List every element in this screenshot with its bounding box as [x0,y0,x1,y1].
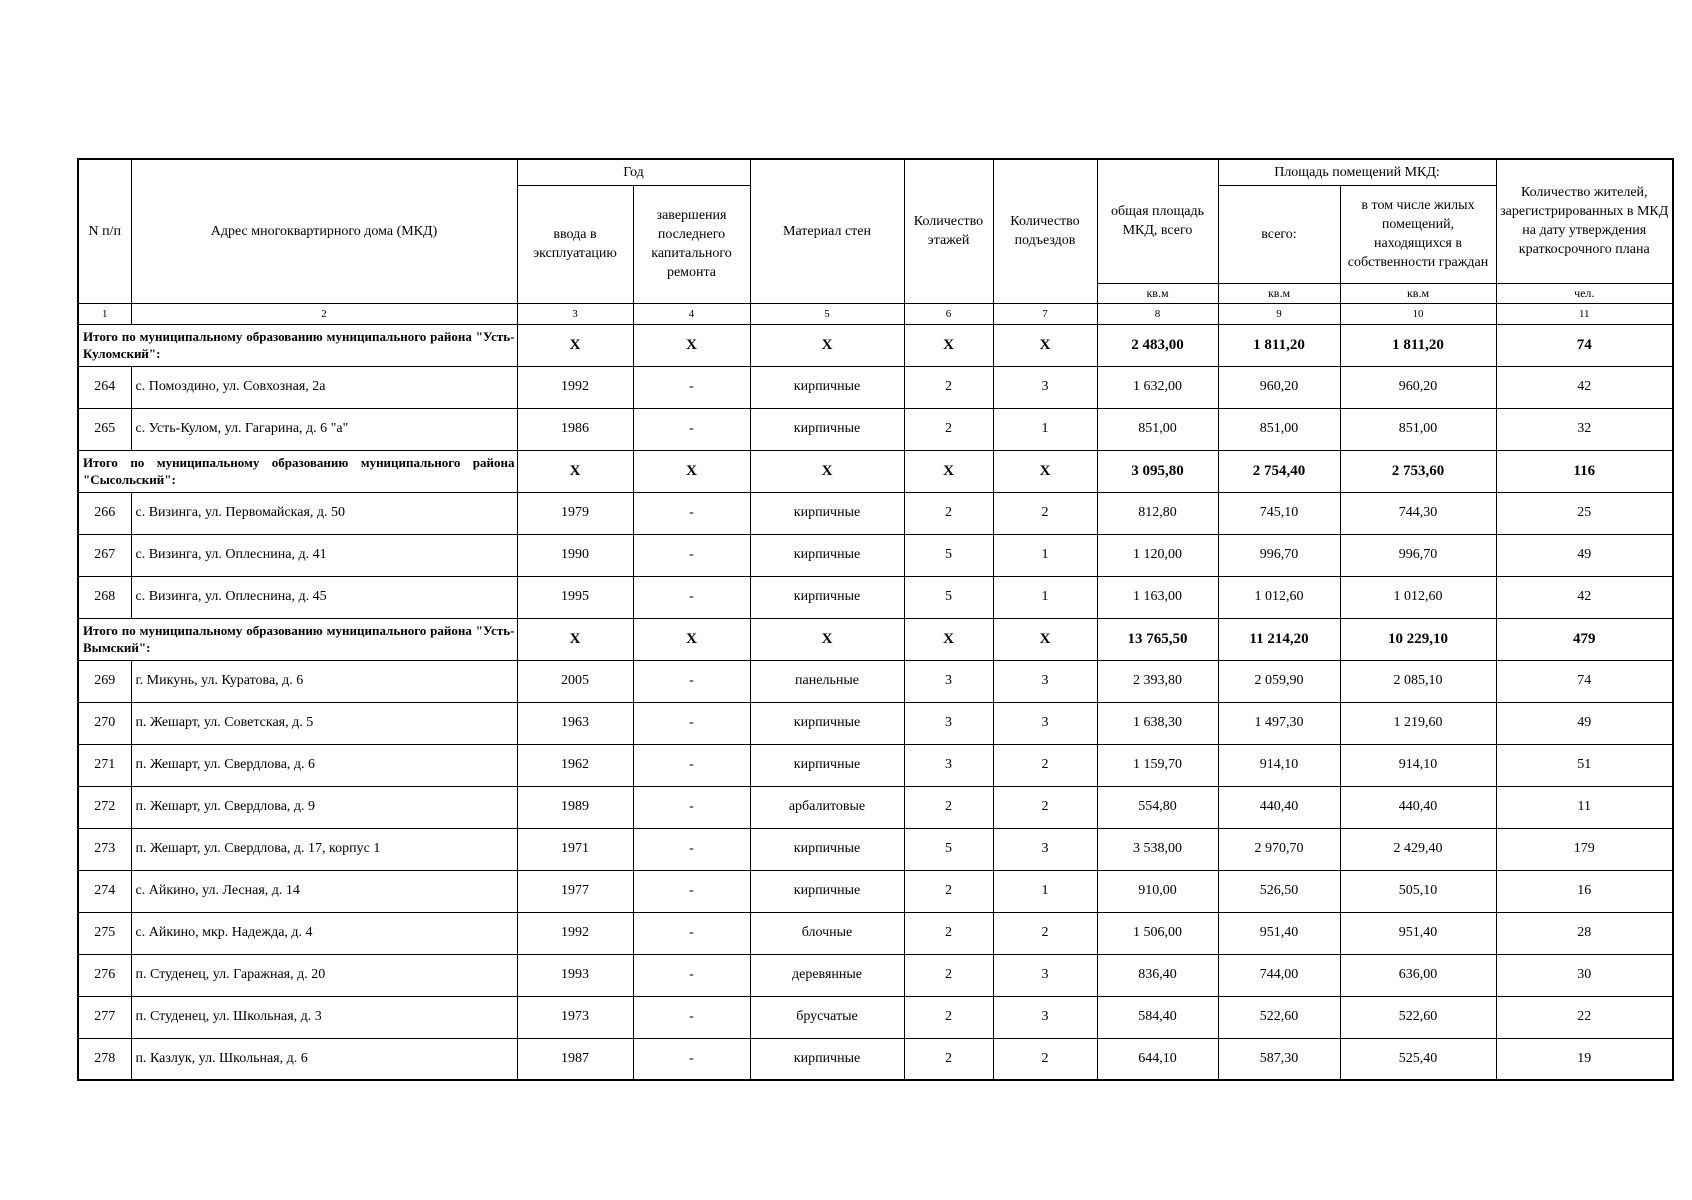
col-number: 11 [1496,303,1673,324]
cell-address: п. Жешарт, ул. Свердлова, д. 17, корпус 1 [131,828,517,870]
cell-year-commission: 1973 [517,996,633,1038]
cell-residents: 30 [1496,954,1673,996]
cell-floors: 2 [904,408,993,450]
cell-total-area: 1 638,30 [1097,702,1218,744]
cell-address: п. Студенец, ул. Школьная, д. 3 [131,996,517,1038]
cell-year-commission: 1992 [517,912,633,954]
cell-year-commission: 1992 [517,366,633,408]
cell-address: с. Айкино, ул. Лесная, д. 14 [131,870,517,912]
cell-year-commission: 1990 [517,534,633,576]
cell-area-all: 2 970,70 [1218,828,1340,870]
cell-total-area: 13 765,50 [1097,618,1218,660]
cell-area-all: 11 214,20 [1218,618,1340,660]
cell-address: с. Айкино, мкр. Надежда, д. 4 [131,912,517,954]
cell-total-area: 2 483,00 [1097,324,1218,366]
cell-year-commission: 1986 [517,408,633,450]
row-number: 276 [78,954,131,996]
cell-area-residential: 522,60 [1340,996,1496,1038]
col-number: 8 [1097,303,1218,324]
cell-material: кирпичные [750,702,904,744]
cell-year-commission: 1979 [517,492,633,534]
table-row [78,534,1673,576]
cell-year-repair: X [633,450,750,492]
cell-area-residential: 1 012,60 [1340,576,1496,618]
cell-residents: 179 [1496,828,1673,870]
cell-address: с. Визинга, ул. Первомайская, д. 50 [131,492,517,534]
cell-total-area: 3 538,00 [1097,828,1218,870]
cell-year-commission: X [517,450,633,492]
cell-residents: 22 [1496,996,1673,1038]
cell-residents: 74 [1496,660,1673,702]
cell-area-residential: 2 429,40 [1340,828,1496,870]
cell-total-area: 1 159,70 [1097,744,1218,786]
header-year-group: Год [517,159,750,185]
cell-material: кирпичные [750,408,904,450]
cell-area-all: 960,20 [1218,366,1340,408]
cell-material: кирпичные [750,366,904,408]
cell-address: п. Казлук, ул. Школьная, д. 6 [131,1038,517,1080]
cell-entrances: 1 [993,534,1097,576]
cell-area-residential: 525,40 [1340,1038,1496,1080]
cell-area-all: 744,00 [1218,954,1340,996]
cell-area-all: 1 012,60 [1218,576,1340,618]
cell-address: п. Студенец, ул. Гаражная, д. 20 [131,954,517,996]
cell-total-area: 910,00 [1097,870,1218,912]
row-number: 264 [78,366,131,408]
cell-residents: 28 [1496,912,1673,954]
cell-area-residential: 1 811,20 [1340,324,1496,366]
cell-area-all: 1 497,30 [1218,702,1340,744]
cell-year-commission: 1962 [517,744,633,786]
cell-area-residential: 1 219,60 [1340,702,1496,744]
cell-material: X [750,450,904,492]
cell-entrances: 2 [993,744,1097,786]
table-row [78,828,1673,870]
cell-area-residential: 636,00 [1340,954,1496,996]
cell-floors: 3 [904,660,993,702]
cell-area-all: 2 754,40 [1218,450,1340,492]
cell-area-residential: 10 229,10 [1340,618,1496,660]
row-number: 271 [78,744,131,786]
cell-total-area: 851,00 [1097,408,1218,450]
cell-year-repair: - [633,1038,750,1080]
col-number: 6 [904,303,993,324]
cell-year-repair: - [633,366,750,408]
cell-area-all: 2 059,90 [1218,660,1340,702]
cell-year-repair: - [633,534,750,576]
table-row [78,996,1673,1038]
cell-entrances: 3 [993,366,1097,408]
row-number: 277 [78,996,131,1038]
cell-material: кирпичные [750,828,904,870]
cell-floors: 5 [904,576,993,618]
cell-floors: 2 [904,492,993,534]
cell-floors: 3 [904,702,993,744]
cell-entrances: 2 [993,786,1097,828]
cell-year-repair: X [633,324,750,366]
header-residents: Количество жителей, зарегистрированных в МКД на дату утверждения краткосрочного плана [1496,159,1673,283]
cell-residents: 16 [1496,870,1673,912]
cell-floors: 2 [904,366,993,408]
cell-floors: 2 [904,912,993,954]
cell-residents: 32 [1496,408,1673,450]
table-row [78,786,1673,828]
cell-entrances: 1 [993,408,1097,450]
cell-material: кирпичные [750,534,904,576]
cell-entrances: 3 [993,660,1097,702]
cell-year-repair: - [633,492,750,534]
cell-floors: X [904,450,993,492]
cell-year-commission: 1993 [517,954,633,996]
cell-entrances: 1 [993,870,1097,912]
cell-total-area: 3 095,80 [1097,450,1218,492]
row-number: 265 [78,408,131,450]
cell-address: г. Микунь, ул. Куратова, д. 6 [131,660,517,702]
table-row [78,870,1673,912]
cell-area-all: 951,40 [1218,912,1340,954]
cell-material: арбалитовые [750,786,904,828]
cell-material: брусчатые [750,996,904,1038]
unit-residents: чел. [1496,283,1673,303]
cell-residents: 19 [1496,1038,1673,1080]
group-label: Итого по муниципальному образованию муниципального района "Усть-Вымский": [78,618,517,660]
table-row [78,660,1673,702]
cell-year-commission: X [517,324,633,366]
cell-floors: 5 [904,828,993,870]
col-number: 10 [1340,303,1496,324]
cell-area-all: 587,30 [1218,1038,1340,1080]
cell-material: деревянные [750,954,904,996]
cell-entrances: 3 [993,702,1097,744]
row-number: 275 [78,912,131,954]
cell-residents: 49 [1496,534,1673,576]
cell-area-all: 522,60 [1218,996,1340,1038]
cell-floors: 2 [904,870,993,912]
cell-entrances: 3 [993,828,1097,870]
cell-material: панельные [750,660,904,702]
header-floors: Количество этажей [904,159,993,303]
cell-area-residential: 851,00 [1340,408,1496,450]
col-number: 9 [1218,303,1340,324]
cell-floors: 2 [904,1038,993,1080]
cell-residents: 51 [1496,744,1673,786]
cell-year-repair: - [633,912,750,954]
unit-area-residential: кв.м [1340,283,1496,303]
cell-floors: 3 [904,744,993,786]
housing-plan-table [77,158,1674,1081]
cell-year-repair: - [633,996,750,1038]
cell-area-all: 526,50 [1218,870,1340,912]
header-year-commission: ввода в эксплуатацию [517,185,633,303]
cell-year-commission: 1987 [517,1038,633,1080]
cell-material: X [750,324,904,366]
cell-residents: 74 [1496,324,1673,366]
group-label: Итого по муниципальному образованию муниципального района "Сысольский": [78,450,517,492]
cell-entrances: X [993,324,1097,366]
group-total-row [78,618,1673,660]
row-number: 274 [78,870,131,912]
table-row [78,366,1673,408]
cell-material: блочные [750,912,904,954]
cell-floors: X [904,618,993,660]
col-number: 2 [131,303,517,324]
cell-year-commission: 1989 [517,786,633,828]
cell-entrances: 3 [993,954,1097,996]
unit-area-all: кв.м [1218,283,1340,303]
cell-entrances: X [993,618,1097,660]
header-material: Материал стен [750,159,904,303]
cell-residents: 42 [1496,366,1673,408]
cell-year-repair: - [633,660,750,702]
cell-total-area: 1 632,00 [1097,366,1218,408]
row-number: 268 [78,576,131,618]
row-number: 273 [78,828,131,870]
cell-area-residential: 914,10 [1340,744,1496,786]
cell-year-repair: X [633,618,750,660]
table-row [78,954,1673,996]
cell-year-commission: 1963 [517,702,633,744]
header-year-repair: завершения последнего капитального ремонта [633,185,750,303]
cell-area-residential: 505,10 [1340,870,1496,912]
cell-material: кирпичные [750,744,904,786]
cell-year-repair: - [633,408,750,450]
table-row [78,576,1673,618]
cell-address: п. Жешарт, ул. Советская, д. 5 [131,702,517,744]
col-number: 4 [633,303,750,324]
cell-floors: 2 [904,954,993,996]
cell-area-residential: 2 753,60 [1340,450,1496,492]
cell-year-repair: - [633,828,750,870]
header-address: Адрес многоквартирного дома (МКД) [131,159,517,303]
row-number: 266 [78,492,131,534]
cell-material: кирпичные [750,576,904,618]
cell-entrances: 1 [993,576,1097,618]
col-number: 7 [993,303,1097,324]
cell-year-commission: 2005 [517,660,633,702]
group-total-row [78,324,1673,366]
cell-area-all: 440,40 [1218,786,1340,828]
cell-floors: 2 [904,786,993,828]
cell-area-all: 914,10 [1218,744,1340,786]
cell-area-all: 996,70 [1218,534,1340,576]
cell-address: с. Усть-Кулом, ул. Гагарина, д. 6 "а" [131,408,517,450]
cell-year-repair: - [633,870,750,912]
cell-entrances: 2 [993,492,1097,534]
row-number: 267 [78,534,131,576]
table-row [78,912,1673,954]
cell-total-area: 812,80 [1097,492,1218,534]
table-row [78,702,1673,744]
group-total-row [78,450,1673,492]
cell-residents: 49 [1496,702,1673,744]
col-number: 1 [78,303,131,324]
header-area-residential: в том числе жилых помещений, находящихся в собственности граждан [1340,185,1496,283]
cell-entrances: X [993,450,1097,492]
cell-year-commission: 1977 [517,870,633,912]
table-row [78,492,1673,534]
cell-total-area: 1 163,00 [1097,576,1218,618]
cell-entrances: 2 [993,912,1097,954]
col-number: 5 [750,303,904,324]
cell-area-residential: 440,40 [1340,786,1496,828]
cell-material: X [750,618,904,660]
unit-total-area: кв.м [1097,283,1218,303]
row-number: 278 [78,1038,131,1080]
cell-residents: 42 [1496,576,1673,618]
cell-residents: 479 [1496,618,1673,660]
cell-area-residential: 951,40 [1340,912,1496,954]
cell-area-residential: 2 085,10 [1340,660,1496,702]
group-label: Итого по муниципальному образованию муниципального района "Усть-Куломский": [78,324,517,366]
cell-year-repair: - [633,576,750,618]
table-row [78,744,1673,786]
cell-total-area: 836,40 [1097,954,1218,996]
cell-material: кирпичные [750,870,904,912]
cell-address: с. Визинга, ул. Оплеснина, д. 45 [131,576,517,618]
cell-total-area: 1 506,00 [1097,912,1218,954]
cell-area-all: 1 811,20 [1218,324,1340,366]
cell-address: с. Помоздино, ул. Совхозная, 2а [131,366,517,408]
table-body [78,324,1673,1080]
cell-year-repair: - [633,954,750,996]
cell-residents: 116 [1496,450,1673,492]
cell-material: кирпичные [750,1038,904,1080]
header-area-all: всего: [1218,185,1340,283]
cell-area-all: 745,10 [1218,492,1340,534]
cell-residents: 11 [1496,786,1673,828]
cell-total-area: 584,40 [1097,996,1218,1038]
cell-area-residential: 960,20 [1340,366,1496,408]
header-entrances: Количество подъездов [993,159,1097,303]
cell-year-commission: X [517,618,633,660]
cell-entrances: 3 [993,996,1097,1038]
cell-total-area: 1 120,00 [1097,534,1218,576]
table-row [78,408,1673,450]
cell-residents: 25 [1496,492,1673,534]
row-number: 269 [78,660,131,702]
cell-area-residential: 744,30 [1340,492,1496,534]
cell-material: кирпичные [750,492,904,534]
cell-address: п. Жешарт, ул. Свердлова, д. 6 [131,744,517,786]
cell-entrances: 2 [993,1038,1097,1080]
cell-total-area: 2 393,80 [1097,660,1218,702]
row-number: 270 [78,702,131,744]
cell-year-repair: - [633,786,750,828]
cell-address: с. Визинга, ул. Оплеснина, д. 41 [131,534,517,576]
header-num: N п/п [78,159,131,303]
cell-area-residential: 996,70 [1340,534,1496,576]
cell-year-commission: 1971 [517,828,633,870]
cell-year-commission: 1995 [517,576,633,618]
cell-address: п. Жешарт, ул. Свердлова, д. 9 [131,786,517,828]
table-row [78,1038,1673,1080]
cell-total-area: 644,10 [1097,1038,1218,1080]
cell-floors: 2 [904,996,993,1038]
cell-area-all: 851,00 [1218,408,1340,450]
cell-floors: X [904,324,993,366]
col-number: 3 [517,303,633,324]
row-number: 272 [78,786,131,828]
cell-floors: 5 [904,534,993,576]
cell-year-repair: - [633,744,750,786]
header-area-group: Площадь помещений МКД: [1218,159,1496,185]
cell-year-repair: - [633,702,750,744]
header-total-area: общая площадь МКД, всего [1097,159,1218,283]
cell-total-area: 554,80 [1097,786,1218,828]
